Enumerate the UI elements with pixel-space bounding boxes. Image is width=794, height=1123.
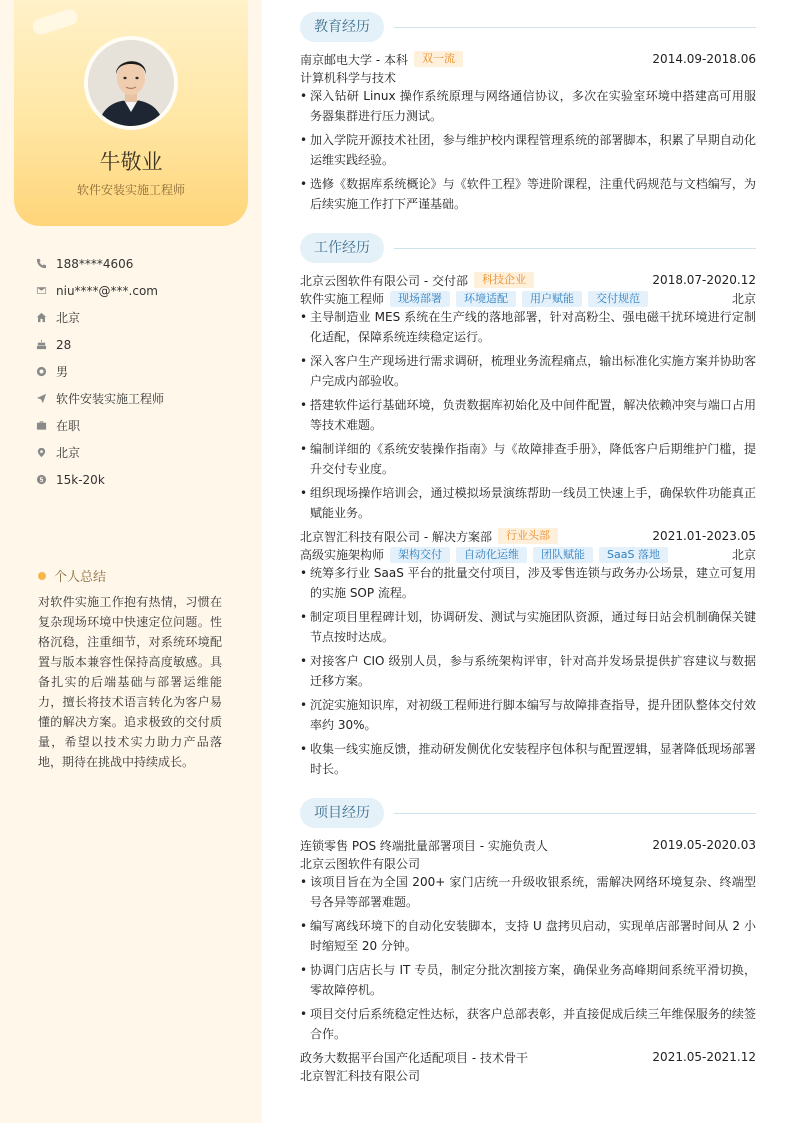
education-bullet: • 加入学院开源技术社团，参与维护校内课程管理系统的部署脚本，积累了早期自动化运维实践经验。 bbox=[300, 130, 756, 170]
project-period: 2021.05-2021.12 bbox=[652, 1050, 756, 1064]
job-bullet: • 组织现场操作培训会，通过模拟场景演练帮助一线员工快速上手，确保软件功能真正赋能业务。 bbox=[300, 483, 756, 523]
contact-target-job bbox=[36, 385, 246, 412]
gender-icon bbox=[36, 366, 56, 377]
project-bullet: • 该项目旨在为全国 200+ 家门店统一升级收银系统，需解决网络环境复杂、终端型号各异等部署难题。 bbox=[300, 872, 756, 912]
education-tag: 双一流 bbox=[414, 51, 463, 67]
contact-hometown-text: 北京 bbox=[56, 311, 81, 325]
contact-salary bbox=[36, 466, 246, 493]
contact-age bbox=[36, 331, 246, 358]
sidebar bbox=[0, 0, 262, 1123]
cake-icon bbox=[36, 339, 56, 350]
job-company-tag: 科技企业 bbox=[474, 272, 534, 288]
job-role-row bbox=[300, 546, 756, 563]
decorative-shape bbox=[31, 7, 80, 36]
skill-tag: 自动化运维 bbox=[456, 547, 527, 563]
project-bullet: • 项目交付后系统稳定性达标，获客户总部表彰，并直接促成后续三年维保服务的续签合作。 bbox=[300, 1004, 756, 1044]
job-company: 北京云图软件有限公司 - 交付部 bbox=[300, 273, 468, 288]
mail-icon bbox=[36, 285, 56, 296]
skill-tag: SaaS 落地 bbox=[599, 547, 668, 563]
job-company-row bbox=[300, 271, 756, 289]
job-bullet: • 沉淀实施知识库，对初级工程师进行脚本编写与故障排查指导，提升团队整体交付效率约 30%。 bbox=[300, 695, 756, 735]
project-bullet: • 编写离线环境下的自动化安装脚本，支持 U 盘拷贝启动，实现单店部署时间从 2 小时缩短至 20 分钟。 bbox=[300, 916, 756, 956]
skill-tag: 架构交付 bbox=[390, 547, 450, 563]
contact-age-text: 28 bbox=[56, 337, 72, 352]
salary-icon bbox=[36, 474, 56, 485]
education-bullet: • 选修《数据库系统概论》与《软件工程》等进阶课程，注重代码规范与文档编写，为后续实施工作打下严谨基础。 bbox=[300, 174, 756, 214]
job-city: 北京 bbox=[731, 548, 756, 562]
contact-phone-text: 188****4606 bbox=[56, 256, 134, 271]
skill-tag: 团队赋能 bbox=[533, 547, 593, 563]
section-divider bbox=[394, 248, 756, 249]
education-school-row bbox=[300, 50, 756, 68]
job-skill-tags bbox=[390, 547, 668, 563]
education-major: 计算机科学与技术 bbox=[300, 71, 397, 85]
skill-tag: 环境适配 bbox=[456, 291, 516, 307]
home-icon bbox=[36, 312, 56, 323]
job-bullet: • 统筹多行业 SaaS 平台的批量交付项目，涉及零售连锁与政务办公场景，建立可复用的实施 SOP 流程。 bbox=[300, 563, 756, 603]
project-org: 北京智汇科技有限公司 bbox=[300, 1069, 421, 1083]
phone-icon bbox=[36, 258, 56, 269]
avatar-photo bbox=[88, 40, 174, 126]
section-work-title: 工作经历 bbox=[300, 233, 384, 263]
section-education-header bbox=[300, 11, 756, 43]
contact-gender-text: 男 bbox=[56, 365, 69, 379]
job-bullet: • 制定项目里程碑计划，协调研发、测试与实施团队资源，通过每日站会机制确保关键节点按时达成。 bbox=[300, 607, 756, 647]
candidate-title: 软件安装实施工程师 bbox=[76, 183, 185, 197]
education-school: 南京邮电大学 - 本科 bbox=[300, 52, 408, 67]
contact-hometown bbox=[36, 304, 246, 331]
project-org: 北京云图软件有限公司 bbox=[300, 857, 421, 871]
job-company-row bbox=[300, 527, 756, 545]
location-icon bbox=[36, 447, 56, 458]
project-title-row bbox=[300, 836, 756, 854]
job-period: 2021.01-2023.05 bbox=[652, 529, 756, 543]
contact-email-text: niu****@***.com bbox=[56, 283, 158, 298]
job-period: 2018.07-2020.12 bbox=[652, 273, 756, 287]
avatar bbox=[84, 36, 178, 130]
summary-heading-text: 个人总结 bbox=[54, 570, 107, 585]
skill-tag: 用户赋能 bbox=[522, 291, 582, 307]
job-role: 软件实施工程师 bbox=[300, 292, 385, 306]
education-bullet: • 深入钻研 Linux 操作系统原理与网络通信协议，多次在实验室环境中搭建高可用服务器集群进行压力测试。 bbox=[300, 86, 756, 126]
candidate-name: 牛敬业 bbox=[99, 150, 163, 174]
briefcase-icon bbox=[36, 420, 56, 431]
job-bullet: • 收集一线实施反馈，推动研发侧优化安装程序包体积与配置逻辑，显著降低现场部署时长。 bbox=[300, 739, 756, 779]
summary-heading bbox=[38, 566, 106, 585]
summary-dot-icon bbox=[38, 572, 46, 580]
project-title-row bbox=[300, 1048, 756, 1066]
section-projects-title: 项目经历 bbox=[300, 798, 384, 828]
contact-target-job-text: 软件安装实施工程师 bbox=[56, 392, 165, 406]
contact-location bbox=[36, 439, 246, 466]
contact-location-text: 北京 bbox=[56, 446, 81, 460]
section-education-title: 教育经历 bbox=[300, 12, 384, 42]
contact-email bbox=[36, 277, 246, 304]
section-projects-header bbox=[300, 797, 756, 829]
section-divider bbox=[394, 27, 756, 28]
profile-card bbox=[14, 0, 248, 226]
job-bullet: • 对接客户 CIO 级别人员，参与系统架构评审，针对高并发场景提供扩容建议与数据迁移方案。 bbox=[300, 651, 756, 691]
contact-phone bbox=[36, 250, 246, 277]
project-name: 连锁零售 POS 终端批量部署项目 - 实施负责人 bbox=[300, 838, 548, 853]
job-role: 高级实施架构师 bbox=[300, 548, 385, 562]
contact-salary-text: 15k-20k bbox=[56, 472, 105, 487]
skill-tag: 交付规范 bbox=[588, 291, 648, 307]
job-company-tag: 行业头部 bbox=[498, 528, 558, 544]
skill-tag: 现场部署 bbox=[390, 291, 450, 307]
summary-text: 对软件实施工作抱有热情，习惯在复杂现场环境中快速定位问题。性格沉稳，注重细节，对系统环境配置与版本兼容性保持高度敏感。具备扎实的后端基础与部署运维能力，擅长将技术语言转化为客户易懂的解决方案。追求极致的交付质量，希望以技术实力助力产品落地，期待在挑战中持续成长。 bbox=[38, 595, 222, 769]
contact-status-text: 在职 bbox=[56, 419, 81, 433]
job-company: 北京智汇科技有限公司 - 解决方案部 bbox=[300, 529, 492, 544]
contact-status bbox=[36, 412, 246, 439]
job-city: 北京 bbox=[731, 292, 756, 306]
education-period: 2014.09-2018.06 bbox=[652, 52, 756, 66]
project-period: 2019.05-2020.03 bbox=[652, 838, 756, 852]
contact-gender bbox=[36, 358, 246, 385]
contact-list bbox=[36, 250, 246, 493]
project-name: 政务大数据平台国产化适配项目 - 技术骨干 bbox=[300, 1050, 528, 1065]
section-work-header bbox=[300, 232, 756, 264]
project-bullet: • 协调门店店长与 IT 专员，制定分批次割接方案，确保业务高峰期间系统平滑切换，零故障停机。 bbox=[300, 960, 756, 1000]
job-bullet: • 主导制造业 MES 系统在生产线的落地部署，针对高粉尘、强电磁干扰环境进行定制化适配，保障系统连续稳定运行。 bbox=[300, 307, 756, 347]
job-bullet: • 深入客户生产现场进行需求调研，梳理业务流程痛点，输出标准化实施方案并协助客户完成内部验收。 bbox=[300, 351, 756, 391]
job-bullet: • 编制详细的《系统安装操作指南》与《故障排查手册》，降低客户后期维护门槛，提升交付专业度。 bbox=[300, 439, 756, 479]
job-role-row bbox=[300, 290, 756, 307]
job-bullet: • 搭建软件运行基础环境，负责数据库初始化及中间件配置，解决依赖冲突与端口占用等技术难题。 bbox=[300, 395, 756, 435]
send-icon bbox=[36, 393, 56, 404]
job-skill-tags bbox=[390, 291, 648, 307]
section-divider bbox=[394, 813, 756, 814]
